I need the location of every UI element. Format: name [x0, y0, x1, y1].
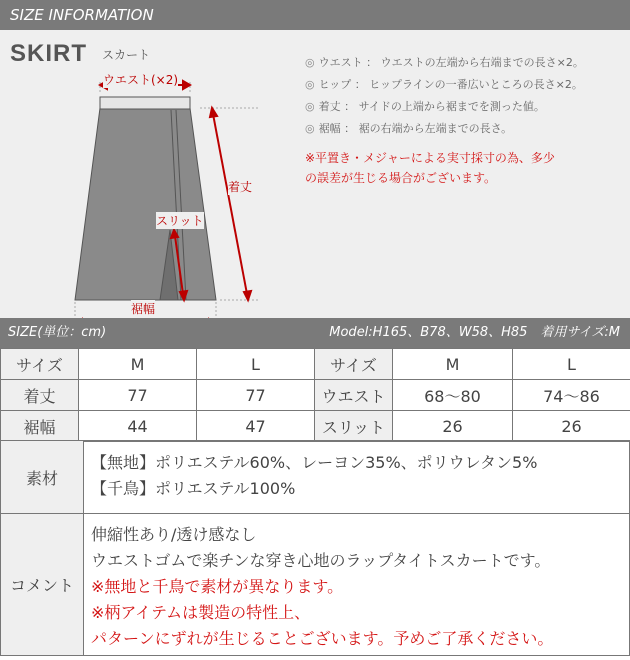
size-unit-label: SIZE(単位：cm)	[8, 325, 107, 340]
label-hem: 裾幅	[131, 302, 156, 316]
table-cell: 74〜86	[513, 380, 630, 411]
measurement-warning: ※平置き・メジャーによる実寸採寸の為、多少 の誤差が生じる場合がございます。	[305, 151, 555, 185]
table-cell: 裾幅	[1, 411, 79, 442]
label-waist: ウエスト(×2)	[103, 73, 179, 87]
table-row	[1, 411, 630, 442]
table-row	[1, 349, 630, 380]
material-line: 【千鳥】ポリエステル100%	[91, 479, 296, 498]
table-row	[1, 380, 630, 411]
table-cell: 26	[513, 411, 630, 442]
comment-body	[91, 522, 553, 652]
comment-section	[0, 513, 630, 656]
note-hip: ◎ ヒップ ： ヒップラインの一番広いところの長さ×2。	[305, 78, 583, 91]
table-cell: 44	[79, 411, 197, 442]
material-body	[91, 450, 537, 502]
comment-warning: ※無地と千鳥で素材が異なります。	[91, 577, 344, 596]
measurement-notes	[305, 52, 625, 188]
table-cell: ウエスト	[315, 380, 393, 411]
comment-label: コメント	[1, 514, 84, 655]
comment-line: 伸縮性あり/透け感なし	[91, 525, 257, 544]
material-label: 素材	[1, 441, 84, 513]
material-line: 【無地】ポリエステル60%、レーヨン35%、ポリウレタン5%	[91, 453, 538, 472]
skirt-title: SKIRT	[10, 40, 87, 67]
table-cell: L	[513, 349, 630, 380]
table-cell: 68〜80	[393, 380, 513, 411]
waistband-shape	[100, 97, 190, 109]
note-hem: ◎ 裾幅 ： 裾の右端から左端までの長さ。	[305, 122, 513, 135]
skirt-subtitle: スカート	[102, 48, 151, 62]
table-cell: 26	[393, 411, 513, 442]
size-table	[0, 348, 630, 442]
table-cell: サイズ	[1, 349, 79, 380]
skirt-shape-icon	[75, 108, 216, 300]
table-cell: スリット	[315, 411, 393, 442]
model-info: Model:H165、B78、W58、H85 着用サイズ:M	[329, 325, 620, 340]
comment-warning: パターンにずれが生じることございます。予めご了承ください。	[91, 629, 554, 648]
size-bar	[0, 318, 630, 348]
table-cell: 47	[197, 411, 315, 442]
table-cell: M	[79, 349, 197, 380]
table-cell: L	[197, 349, 315, 380]
section-title: SIZE INFORMATION	[10, 6, 154, 24]
table-cell: 77	[79, 380, 197, 411]
table-cell: 着丈	[1, 380, 79, 411]
comment-warning: ※柄アイテムは製造の特性上、	[91, 603, 311, 622]
comment-line: ウエストゴムで楽チンな穿き心地のラップタイトスカートです。	[91, 551, 551, 570]
label-length: 着丈	[228, 180, 253, 194]
section-header	[0, 0, 630, 30]
label-slit: スリット	[156, 214, 204, 228]
note-length: ◎ 着丈 ： サイドの上端から裾までを測った値。	[305, 100, 545, 113]
material-section	[0, 440, 630, 514]
table-cell: サイズ	[315, 349, 393, 380]
note-waist: ◎ ウエスト ： ウエストの左端から右端までの長さ×2。	[305, 56, 584, 69]
table-cell: 77	[197, 380, 315, 411]
table-cell: M	[393, 349, 513, 380]
